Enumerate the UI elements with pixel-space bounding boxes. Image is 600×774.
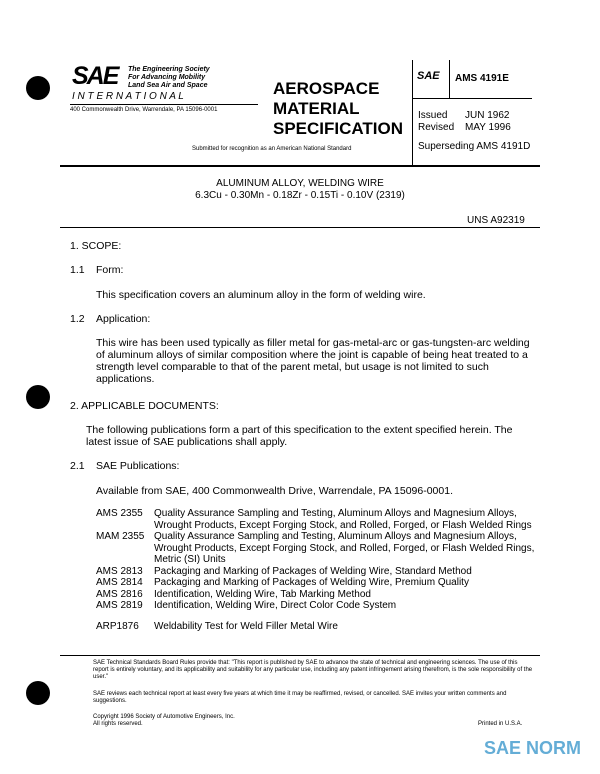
reference-item: [96, 577, 536, 589]
punch-hole: [26, 681, 50, 705]
reference-list: [96, 508, 536, 632]
spec-number: AMS 4191E: [455, 73, 509, 84]
reference-item: [96, 566, 536, 578]
doc-title: ALUMINUM ALLOY, WELDING WIRE: [216, 178, 384, 189]
reference-code: MAM 2355: [96, 531, 145, 542]
paragraph: This wire has been used typically as filler metal for gas-metal-arc or gas-tungsten-arc welding of aluminum alloys of similar composition where the joint is capable of being heat treated to a strength level comparable to that of the parent metal, but usage is not limited to such applications.: [96, 337, 530, 385]
section-number: 1.1: [70, 264, 85, 276]
title-line: AEROSPACE: [273, 79, 380, 98]
revised-label: Revised: [418, 122, 455, 133]
reference-item: [96, 508, 536, 531]
international-text: I N T E R N A T I O N A L: [72, 91, 184, 102]
rights: All rights reserved.: [93, 721, 143, 727]
punch-hole: [26, 76, 50, 100]
reference-title: Packaging and Marking of Packages of Welding Wire, Premium Quality: [154, 577, 469, 588]
reference-code: AMS 2819: [96, 600, 143, 611]
superseding: Superseding AMS 4191D: [418, 141, 531, 152]
reference-title: Packaging and Marking of Packages of Welding Wire, Standard Method: [154, 565, 472, 577]
footer-review: SAE reviews each technical report at least every five years at which time it may be reaffirmed, revised, or cancelled. SAE invites your written comments and suggestions.: [93, 691, 507, 704]
title-line: SPECIFICATION: [273, 119, 404, 138]
reference-title: Quality Assurance Sampling and Testing, Aluminum Alloys and Magnesium Alloys, Wrought Products, Except Forging Stock, and Rolled, Forged, or Flash Welded Rings: [154, 508, 532, 531]
society-line: The Engineering Society: [128, 66, 210, 73]
footer-rules: SAE Technical Standards Board Rules provide that: "This report is published by SAE to advance the state of technical and engineering sciences. The use of this report is entirely voluntary, and its applicability and suitability for any particular use, including any patent infringement arising therefrom, is the sole responsibility of the user.": [93, 660, 533, 680]
society-line: Land Sea Air and Space: [128, 82, 208, 89]
section-heading: SAE Publications:: [96, 460, 180, 472]
paragraph: Available from SAE, 400 Commonwealth Drive, Warrendale, PA 15096-0001.: [96, 485, 453, 497]
reference-title: Identification, Welding Wire, Direct Color Code System: [154, 600, 397, 611]
section-heading: Application:: [96, 313, 151, 325]
reference-code: AMS 2813: [96, 565, 143, 577]
sae-logo: SAE: [72, 62, 118, 90]
reference-item: [96, 531, 536, 566]
section-heading: Form:: [96, 264, 124, 276]
section-heading: 1. SCOPE:: [70, 240, 122, 252]
reference-code: AMS 2814: [96, 577, 143, 588]
section-number: 2.1: [70, 460, 85, 472]
reference-code: AMS 2816: [96, 588, 143, 600]
issued-date: JUN 1962: [465, 110, 510, 121]
punch-hole: [26, 385, 50, 409]
submitted-note: Submitted for recognition as an American National Standard: [192, 146, 352, 152]
section-heading: 2. APPLICABLE DOCUMENTS:: [70, 400, 219, 412]
reference-code: AMS 2355: [96, 508, 143, 519]
reference-item: [96, 589, 536, 601]
society-line: For Advancing Mobility: [128, 74, 206, 81]
reference-item: [96, 600, 536, 612]
uns-number: UNS A92319: [467, 215, 525, 226]
title-line: MATERIAL: [273, 99, 360, 118]
watermark-logo: SAE NORM: [484, 738, 582, 758]
paragraph: The following publications form a part of this specification to the extent specified herein. The latest issue of SAE publications shall apply.: [86, 424, 513, 448]
reference-title: Identification, Welding Wire, Tab Marking Method: [154, 588, 371, 600]
paragraph: This specification covers an aluminum alloy in the form of welding wire.: [96, 289, 426, 301]
revised-date: MAY 1996: [465, 122, 511, 133]
address: 400 Commonwealth Drive, Warrendale, PA 15096-0001: [70, 107, 218, 113]
issued-label: Issued: [418, 110, 448, 121]
reference-title: Quality Assurance Sampling and Testing, Aluminum Alloys and Magnesium Alloys, Wrought Products, Except Forging Stock, and Rolled, Forged, or Flash Welded Rings, Metric (SI) Units: [154, 531, 535, 565]
reference-item: [96, 621, 536, 633]
small-sae-logo: SAE: [417, 70, 440, 82]
section-number: 1.2: [70, 313, 85, 325]
printed-in: Printed in U.S.A.: [478, 721, 523, 727]
doc-composition: 6.3Cu - 0.30Mn - 0.18Zr - 0.15Ti - 0.10V (2319): [195, 190, 405, 201]
reference-title: Weldability Test for Weld Filler Metal Wire: [154, 620, 338, 632]
copyright: Copyright 1996 Society of Automotive Engineers, Inc.: [93, 714, 235, 720]
reference-code: ARP1876: [96, 620, 139, 632]
